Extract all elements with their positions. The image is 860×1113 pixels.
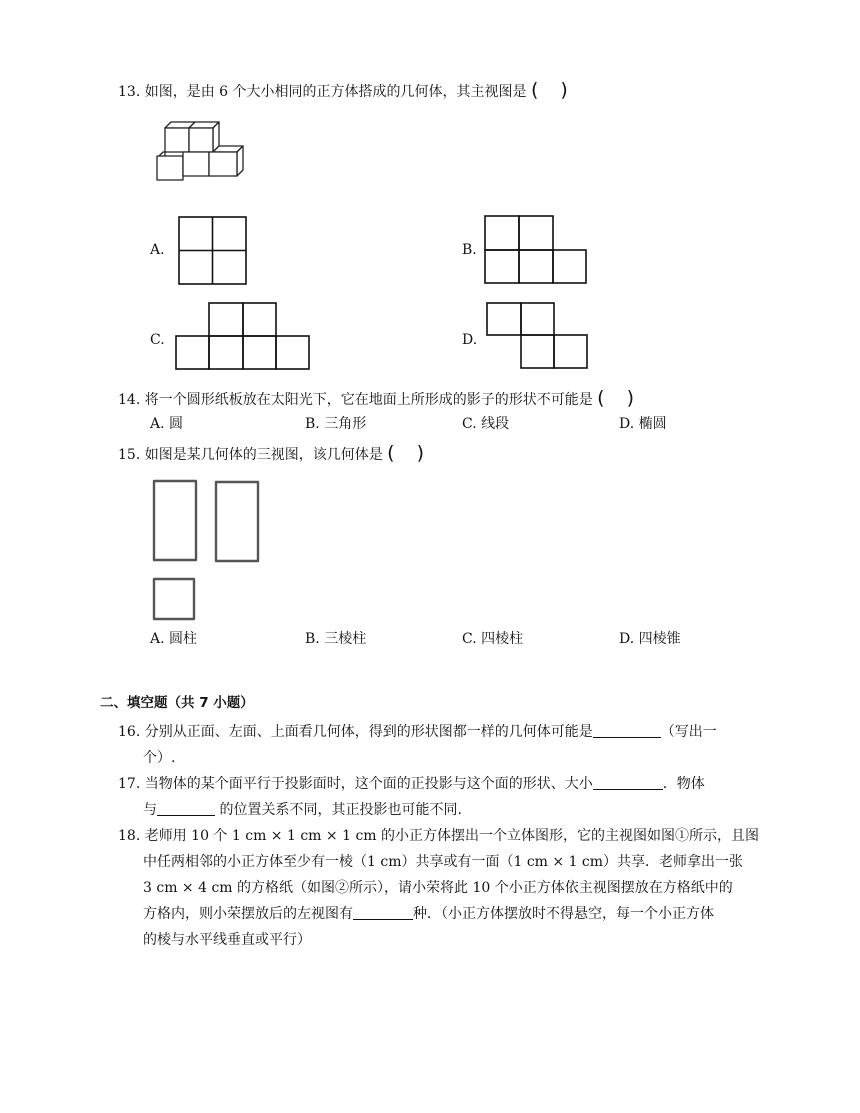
- question-18-line-2: 中任两相邻的小正方体至少有一棱（1 cm）共享或有一面（1 cm × 1 cm）共享．老师拿出一张: [143, 854, 744, 870]
- q13-option-d-label: D.: [462, 332, 478, 348]
- question-number: 14.: [118, 392, 141, 408]
- q14-option-c: C. 线段: [462, 416, 510, 432]
- q15-option-a: A. 圆柱: [150, 631, 198, 647]
- section-heading: 二、填空题（共 7 小题）: [100, 695, 254, 711]
- answer-paren-open: (: [597, 387, 605, 409]
- question-text-cont: 种．（小正方体摆放时不得悬空，每一个小正方体: [413, 906, 714, 922]
- q14-option-a: A. 圆: [150, 416, 184, 432]
- question-text: 如图是某几何体的三视图，该几何体是: [144, 447, 383, 463]
- question-text-cont: 的位置关系不同，其正投影也可能不同.: [215, 802, 462, 818]
- question-text: 与: [143, 802, 157, 818]
- answer-paren-open: (: [387, 442, 395, 464]
- cube-stack-figure: [155, 118, 245, 183]
- question-17-line-2: [143, 800, 462, 820]
- question-text: 当物体的某个面平行于投影面时，这个面的正投影与这个面的形状、大小: [144, 776, 593, 792]
- answer-paren-close: ): [416, 442, 425, 464]
- answer-blank-1[interactable]: [593, 775, 663, 790]
- question-17-line-1: [118, 774, 705, 794]
- question-text: 将一个圆形纸板放在太阳光下，它在地面上所形成的影子的形状不可能是: [144, 392, 593, 408]
- question-18-line-1: [118, 826, 759, 846]
- q15-option-b: B. 三棱柱: [305, 631, 367, 647]
- question-number: 16.: [118, 724, 141, 740]
- question-text: 老师用 10 个 1 cm × 1 cm × 1 cm 的小正方体摆出一个立体图形，它的主视图如图①所示，且图: [144, 828, 760, 844]
- question-number: 17.: [118, 776, 141, 792]
- q13-option-b-label: B.: [462, 242, 477, 258]
- top-view-rect: [154, 579, 194, 619]
- question-15: [118, 443, 424, 465]
- question-number: 18.: [118, 828, 141, 844]
- q13-option-c-figure: [175, 302, 311, 372]
- q15-option-c: C. 四棱柱: [462, 631, 524, 647]
- q13-option-d-figure: [486, 302, 590, 372]
- question-14: [118, 388, 634, 410]
- answer-blank[interactable]: [353, 905, 413, 920]
- question-number: 13.: [118, 84, 141, 100]
- front-view-rect: [154, 481, 196, 560]
- answer-paren-close: ): [626, 387, 635, 409]
- answer-blank[interactable]: [593, 723, 661, 738]
- question-text: 如图，是由 6 个大小相同的正方体搭成的几何体，其主视图是: [144, 84, 527, 100]
- three-view-figure: [150, 477, 265, 622]
- answer-blank-2[interactable]: [157, 801, 215, 816]
- question-text-cont: ．物体: [662, 776, 705, 792]
- question-text-cont: （写出一: [660, 724, 717, 740]
- question-text: 分别从正面、左面、上面看几何体，得到的形状图都一样的几何体可能是: [144, 724, 593, 740]
- question-18-line-4: [143, 904, 714, 924]
- answer-paren-open: (: [530, 79, 539, 101]
- answer-paren-close: ): [560, 79, 568, 101]
- question-16-line-2: 个）.: [143, 750, 176, 766]
- q13-option-a-figure: [178, 216, 248, 286]
- q14-option-d: D. 椭圆: [619, 416, 667, 432]
- q13-option-a-label: A.: [150, 242, 165, 258]
- question-16-line-1: [118, 722, 717, 742]
- q15-option-d: D. 四棱锥: [619, 631, 681, 647]
- question-18-line-3: 3 cm × 4 cm 的方格纸（如图②所示），请小荣将此 10 个小正方体依主视图摆放在方格纸中的: [143, 880, 733, 896]
- q14-option-b: B. 三角形: [305, 416, 367, 432]
- q13-option-b-figure: [484, 215, 588, 285]
- question-13: [118, 80, 568, 102]
- question-18-line-5: 的棱与水平线垂直或平行）: [143, 932, 311, 948]
- q13-option-c-label: C.: [150, 332, 165, 348]
- question-number: 15.: [118, 447, 141, 463]
- question-text: 方格内，则小荣摆放后的左视图有: [143, 906, 353, 922]
- side-view-rect: [216, 482, 258, 561]
